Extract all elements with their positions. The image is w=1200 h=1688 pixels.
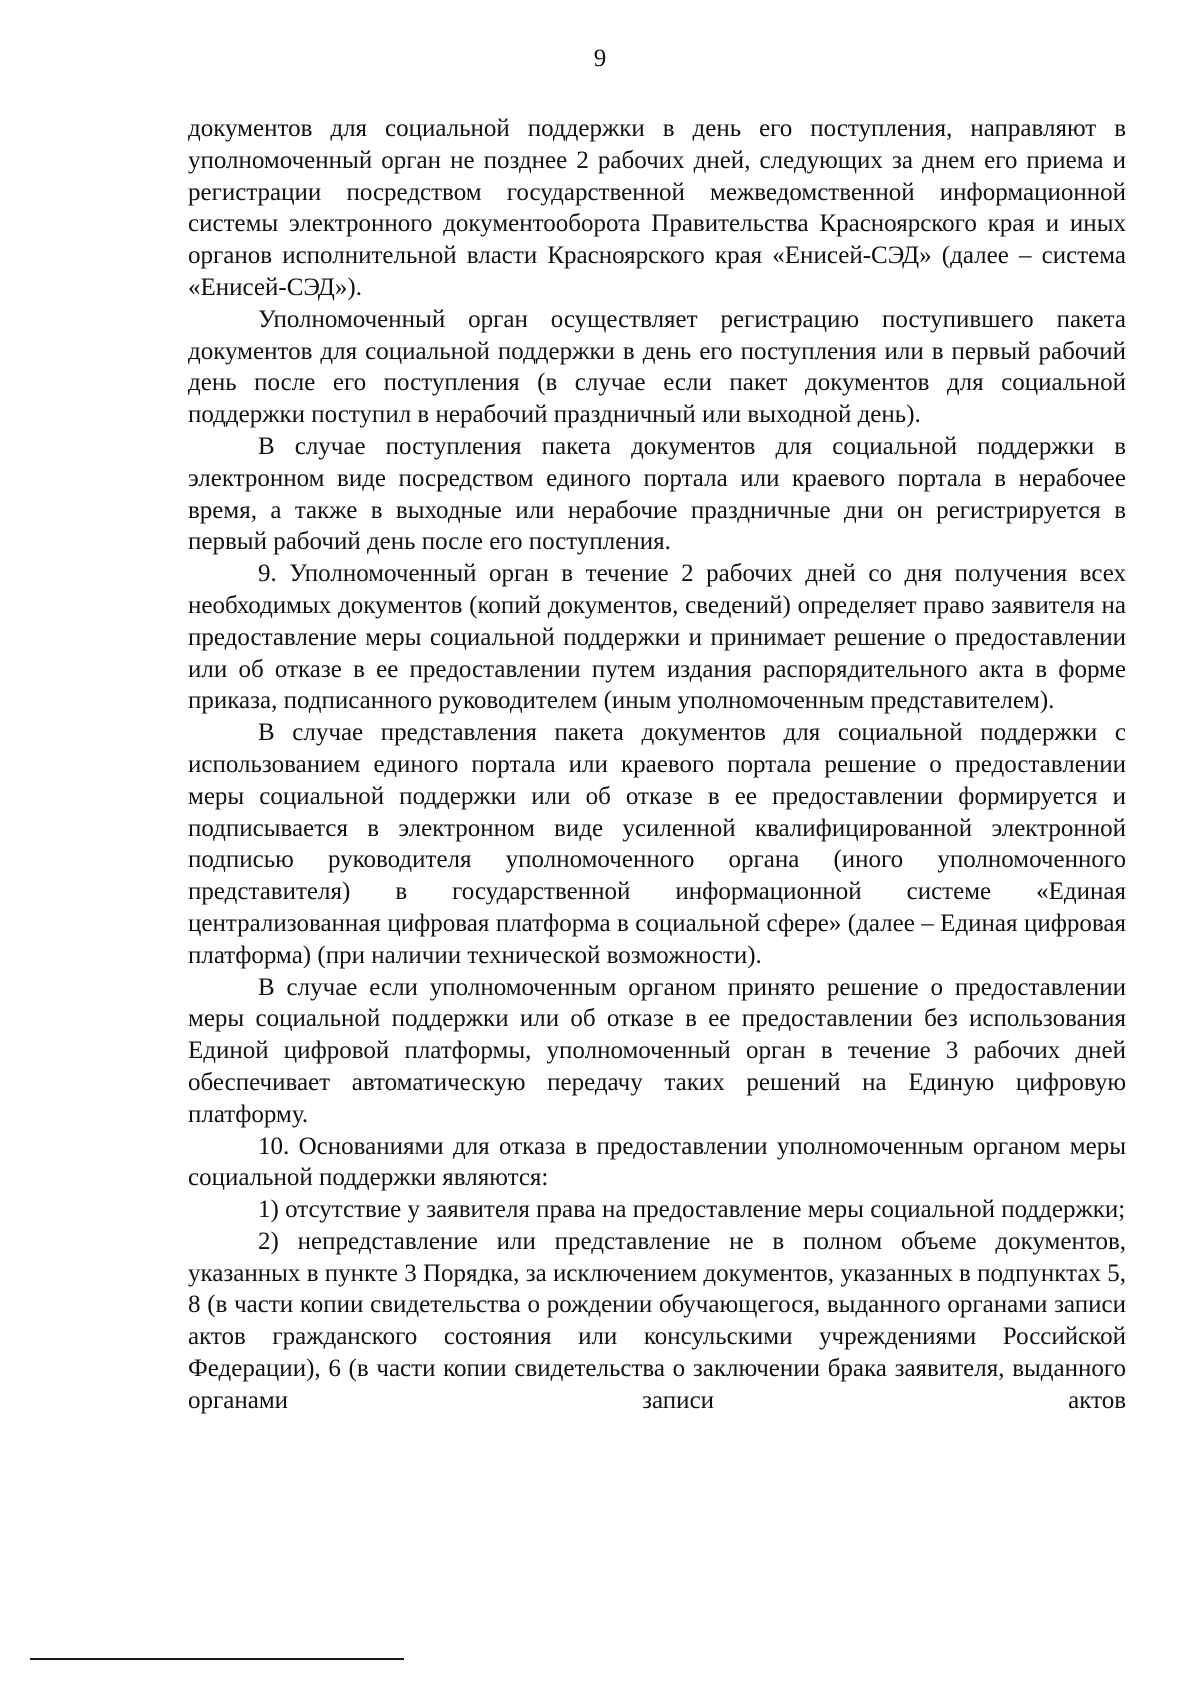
paragraph-automatic-transfer: В случае если уполномоченным органом принято решение о предоставлении меры социальной поддержки или об отказе в ее предоставлении без использования Единой цифровой платформы, уполномоченный орган в течение 3 рабочих дней обеспечивает автоматическую передачу таких решений на Единую цифровую платформу. [188,973,1126,1128]
paragraph-electronic-receipt: В случае поступления пакета документов для социальной поддержки в электронном виде посредством единого портала или краевого портала в нерабочее время, а также в выходные или нерабочие праздничные дни он регистрируется в первый рабочий день после его поступления. [188,432,1126,556]
document-body [188,113,1126,1417]
paragraph-subitem-1: 1) отсутствие у заявителя права на предоставление меры социальной поддержки; [258,1196,1126,1224]
footer-divider [30,1658,404,1660]
paragraph-item-10: 10. Основаниями для отказа в предоставлении уполномоченным органом меры социальной поддержки являются: [188,1132,1126,1192]
page-number: 9 [593,45,607,72]
paragraph-digital-platform: В случае представления пакета документов для социальной поддержки с использованием единого портала или краевого портала решение о предоставлении меры социальной поддержки или об отказе в ее предоставлении формируется и подписывается в электронном виде усиленной квалифицированной электронной подписью руководителя уполномоченного органа (иного уполномоченного представителя) в государственной информационной системе «Единая централизованная цифровая платформа в социальной сфере» (далее – Единая цифровая платформа) (при наличии технической возможности). [188,719,1126,969]
paragraph-subitem-2: 2) непредставление или представление не в полном объеме документов, указанных в пункте 3 Порядка, за исключением документов, указанных в подпунктах 5, 8 (в части копии свидетельства о рождении обучающегося, выданного органами записи актов гражданского состояния или консульскими учреждениями Российской Федерации), 6 (в части копии свидетельства о заключении брака заявителя, выданного органами записи актов [188,1227,1126,1414]
paragraph-continuation: документов для социальной поддержки в день его поступления, направляют в уполномоченный орган не позднее 2 рабочих дней, следующих за днем его приема и регистрации посредством государственной межведомственной информационной системы электронного документооборота Правительства Красноярского края и иных органов исполнительной власти Красноярского края «Енисей-СЭД» (далее – система «Енисей-СЭД»). [188,115,1126,301]
paragraph-registration: Уполномоченный орган осуществляет регистрацию поступившего пакета документов для социальной поддержки в день его поступления или в первый рабочий день после его поступления (в случае если пакет документов для социальной поддержки поступил в нерабочий праздничный или выходной день). [188,305,1126,429]
paragraph-item-9: 9. Уполномоченный орган в течение 2 рабочих дней со дня получения всех необходимых документов (копий документов, сведений) определяет право заявителя на предоставление меры социальной поддержки и принимает решение о предоставлении или об отказе в ее предоставлении путем издания распорядительного акта в форме приказа, подписанного руководителем (иным уполномоченным представителем). [188,560,1126,715]
